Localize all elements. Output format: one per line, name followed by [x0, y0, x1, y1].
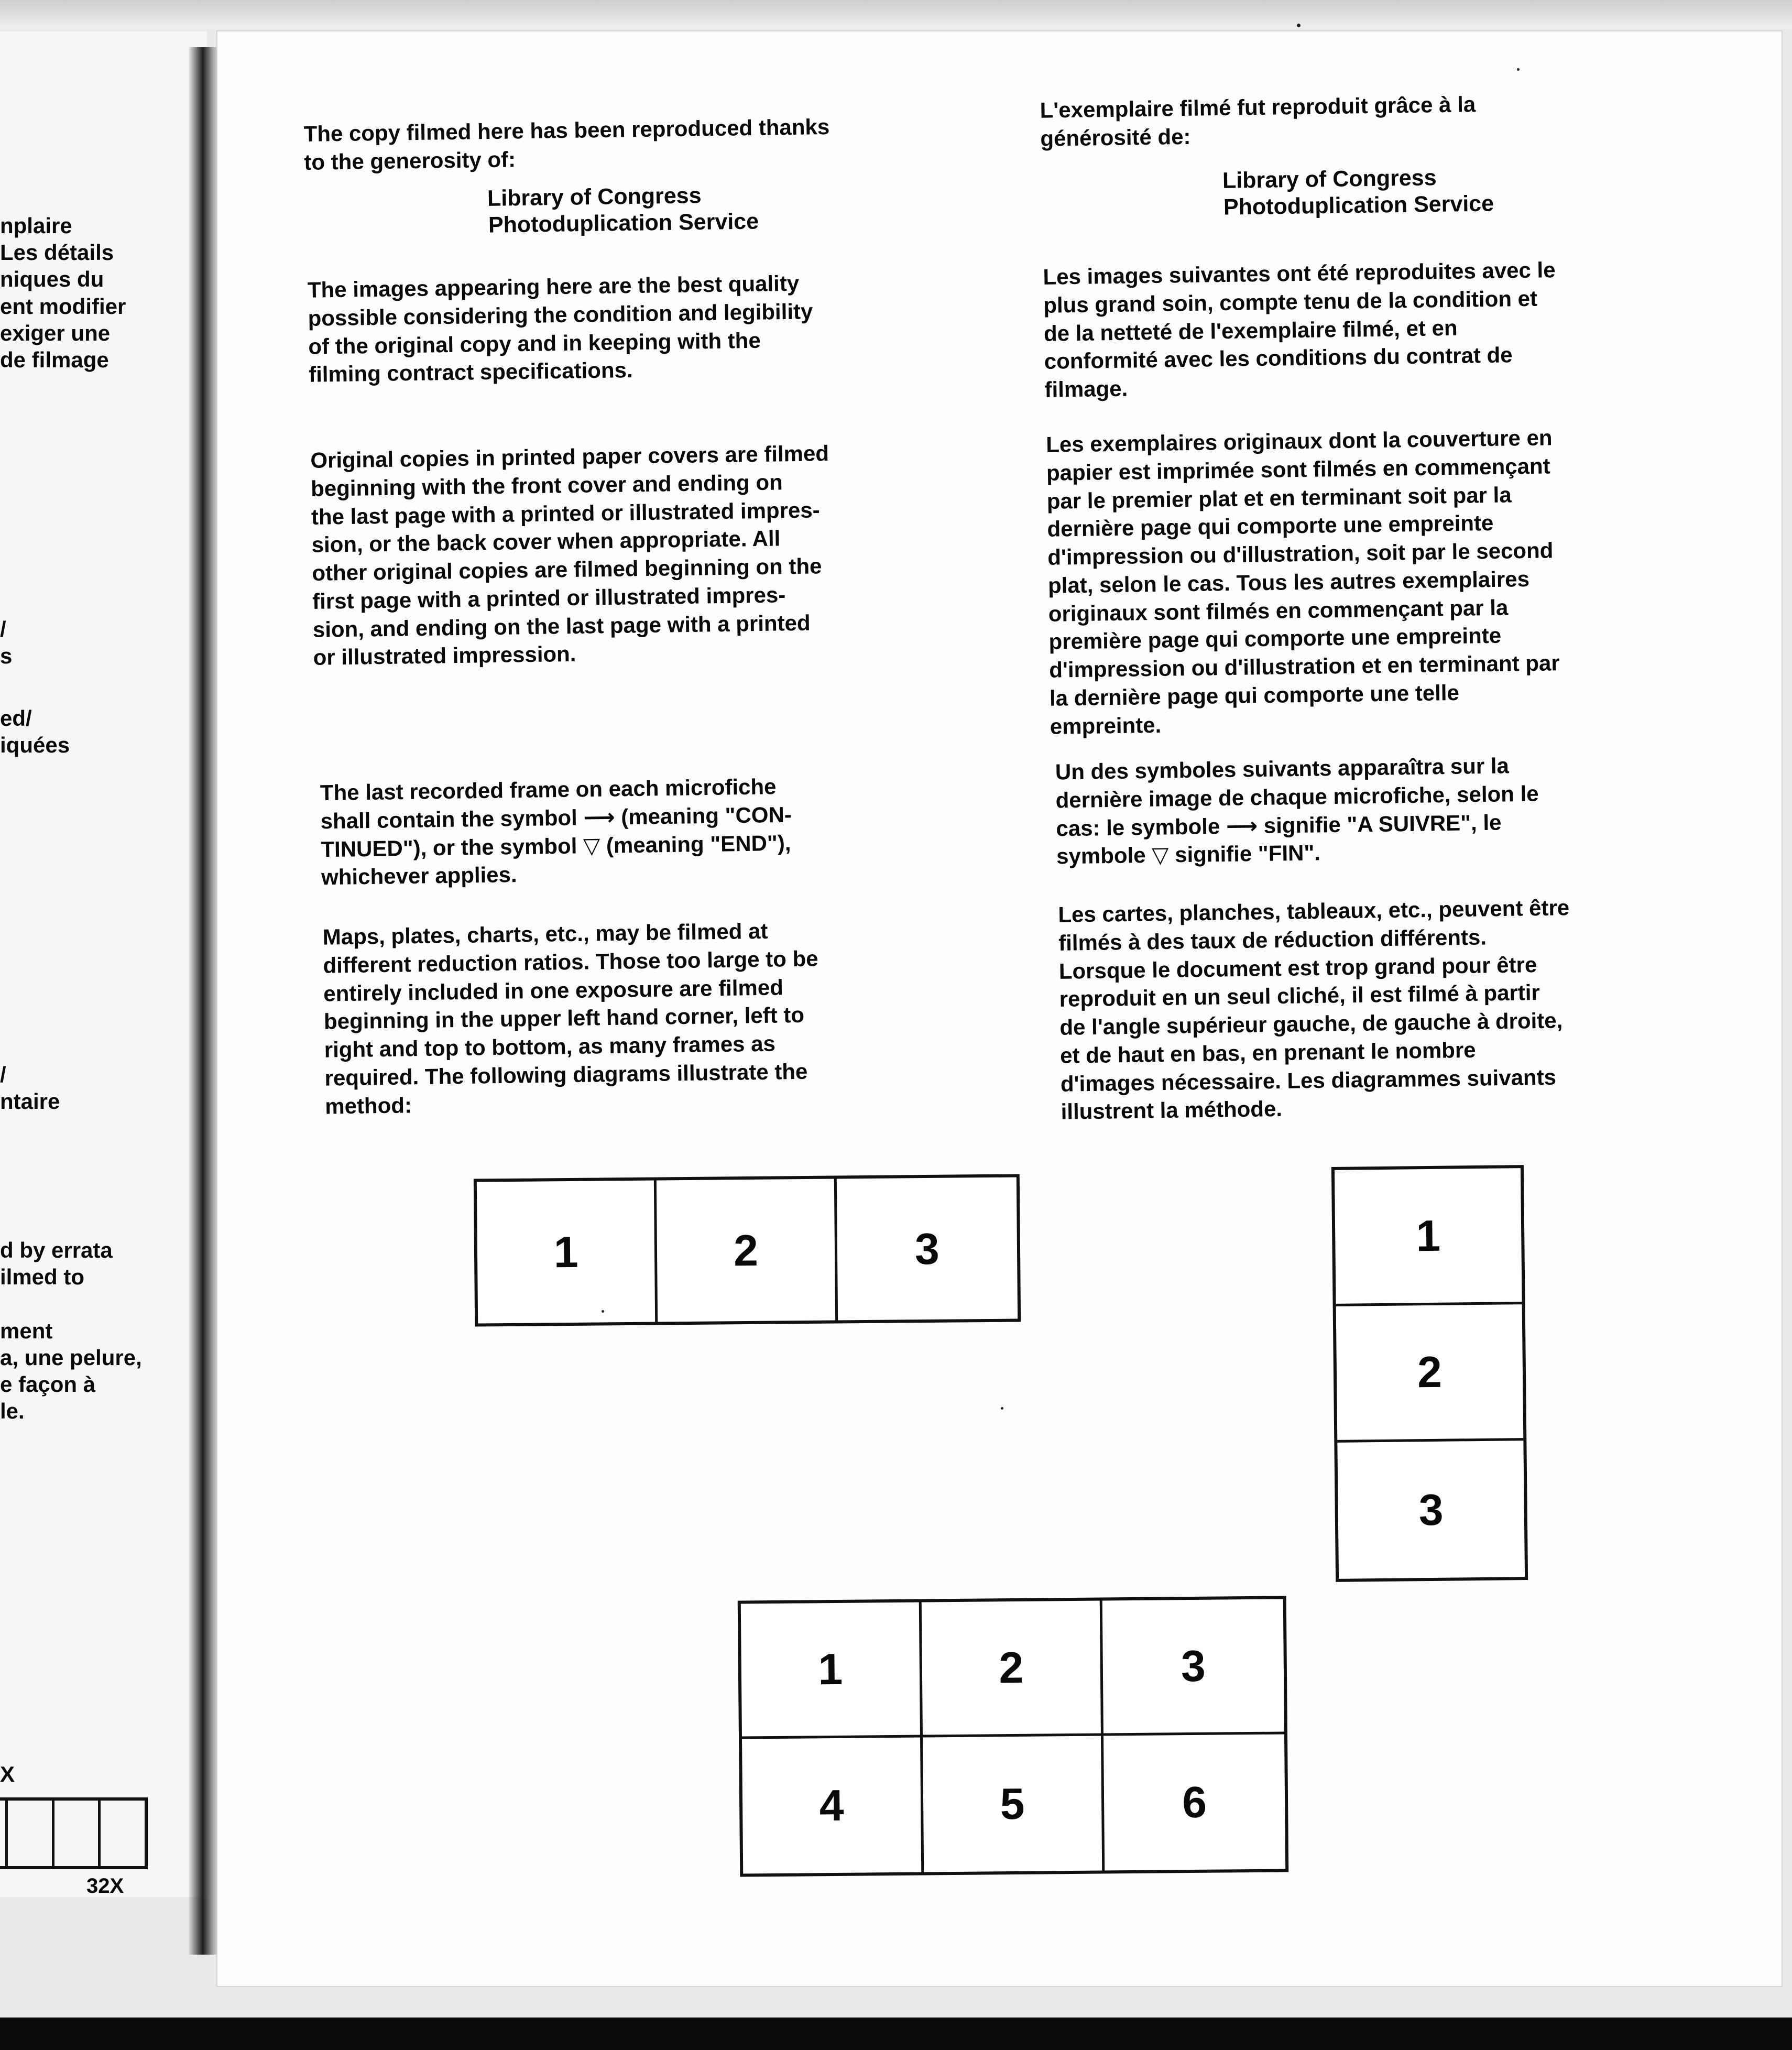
english-symbols-paragraph: The last recorded frame on each microfiche shall contain the symbol ⟶ (meaning "CON- TINUED"), or the symbol ▽ (meaning "END"), whichever applies.	[320, 774, 792, 890]
left-fragment-mark-2: / ntaire	[0, 1062, 60, 1114]
english-intro: The copy filmed here has been reproduced thanks to the generosity of:	[303, 114, 830, 175]
frame-cell: 2	[657, 1179, 838, 1322]
english-originals-paragraph: Original copies in printed paper covers are filmed beginning with the front cover and ending on the last page with a printed or illustrated impres- sion, or the back cover when appropriate. All other original copies are filmed beginning on the first page with a printed or illustrated impres- sion, and ending on the last page with a printed or illustrated impression.	[310, 441, 829, 670]
french-maps-paragraph: Les cartes, planches, tableaux, etc., peuvent être filmés à des taux de réduction différents. Lorsque le document est trop grand pour être reproduit en un seul cliché, il est filmé à partir de l'angle supérieur gauche, de gauche à droite, et de haut en bas, en prenant le nombre d'images nécessaire. Les diagrammes suivants illustrent la méthode.	[1058, 895, 1570, 1125]
scan-bottom-edge	[0, 2018, 1792, 2050]
frame-cell: 1	[1335, 1168, 1522, 1306]
french-intro: L'exemplaire filmé fut reproduit grâce à la générosité de:	[1040, 92, 1476, 151]
scan-top-edge	[0, 0, 1792, 29]
frame-cell: 4	[742, 1737, 924, 1874]
left-facing-page	[0, 31, 207, 1897]
diagram-horizontal-sequence	[474, 1174, 1021, 1326]
frame-cell: 1	[477, 1181, 658, 1324]
english-institution-name: Library of Congress	[487, 183, 702, 211]
reduction-ratio-target	[0, 1797, 148, 1869]
book-spine-shadow	[189, 47, 220, 1955]
french-institution-name: Library of Congress	[1222, 165, 1437, 193]
french-quality-paragraph: Les images suivantes ont été reproduites avec le plus grand soin, compte tenu de la condition et de la netteté de l'exemplaire filmé, et en conformité avec les conditions du contrat de filmage.	[1043, 257, 1556, 402]
left-fragment-mark-1: / s	[0, 617, 13, 669]
frame-cell: 1	[741, 1602, 923, 1739]
frame-cell: 5	[923, 1736, 1105, 1872]
english-maps-paragraph: Maps, plates, charts, etc., may be filmed at different reduction ratios. Those too large to be entirely included in one exposure are filmed beginning in the upper left hand corner, left to right and top to bottom, as many frames as required. The following diagrams illustrate the method:	[322, 918, 818, 1119]
reduction-ratio-label: 32X	[86, 1874, 124, 1897]
diagram-grid-sequence	[738, 1596, 1289, 1877]
left-fragment-block-1: nplaire Les détails niques du ent modifier exiger une de filmage	[0, 213, 126, 373]
french-symbols-paragraph: Un des symboles suivants apparaîtra sur la dernière image de chaque microfiche, selon le cas: le symbole ⟶ signifie "A SUIVRE", le symbole ▽ signifie "FIN".	[1055, 753, 1539, 869]
scan-speck	[1517, 68, 1520, 71]
french-originals-paragraph: Les exemplaires originaux dont la couverture en papier est imprimée sont filmés en commençant par le premier plat et en terminant soit par la dernière page qui comporte une empreinte d'impression ou d'illustration, soit par le second plat, selon le cas. Tous les autres exemplaires originaux sont filmés en commençant par la première page qui comporte une empreinte d'impression ou d'illustration et en terminant par la dernière page qui comporte une telle empreinte.	[1045, 425, 1560, 739]
scan-speck	[1297, 24, 1301, 27]
scan-speck	[602, 1310, 604, 1313]
english-department-name: Photoduplication Service	[488, 209, 759, 238]
english-quality-paragraph: The images appearing here are the best quality possible considering the condition and legibility of the original copy and in keeping with the filming contract specifications.	[307, 270, 813, 387]
left-fragment-block-2: ed/ iquées	[0, 706, 70, 758]
diagram-vertical-sequence	[1331, 1165, 1528, 1582]
frame-cell: 2	[922, 1601, 1103, 1738]
frame-cell: 2	[1336, 1304, 1524, 1443]
frame-cell: 3	[1418, 1485, 1444, 1534]
reduction-mark: X	[0, 1762, 15, 1786]
french-department-name: Photoduplication Service	[1223, 191, 1494, 220]
left-fragment-block-3: d by errata ilmed to ment a, une pelure, e façon à le.	[0, 1238, 142, 1424]
frame-cell: 3	[914, 1224, 940, 1273]
frame-cell: 3	[1102, 1599, 1284, 1736]
scan-speck	[1001, 1407, 1003, 1410]
frame-cell: 6	[1182, 1777, 1207, 1827]
